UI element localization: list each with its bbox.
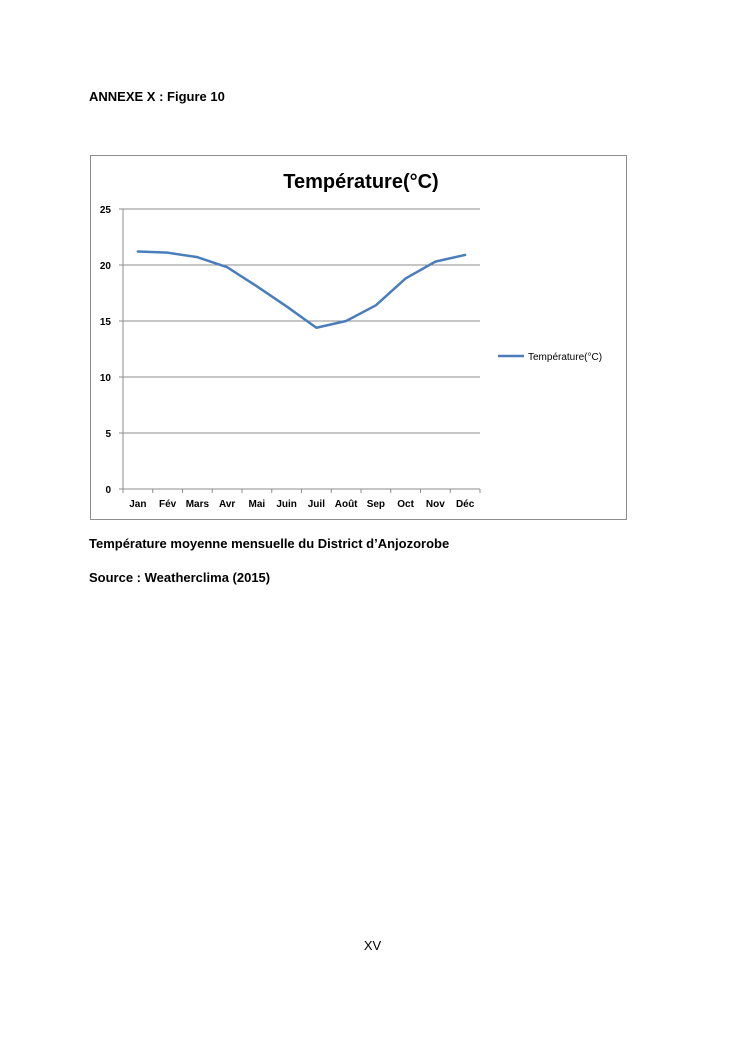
x-tick-label-Mars: Mars (185, 499, 210, 510)
series-line-temperature (138, 252, 465, 328)
y-tick-label: 15 (99, 317, 111, 328)
legend (498, 352, 602, 363)
x-tick-label-Oct: Oct (397, 499, 414, 510)
data-point-Jan (137, 251, 139, 253)
data-point-Avr (226, 266, 228, 268)
x-tick-label-Août: Août (334, 499, 358, 510)
x-tick-label-Déc: Déc (455, 499, 475, 510)
x-tick-label-Nov: Nov (425, 499, 445, 510)
data-point-Mars (196, 256, 198, 258)
x-tick-label-Juin: Juin (276, 499, 297, 510)
y-tick-label: 25 (99, 205, 111, 216)
data-point-Déc (464, 254, 466, 256)
figure-caption: Température moyenne mensuelle du District d’Anjozorobe (89, 536, 450, 551)
x-tick-label-Mai: Mai (248, 499, 266, 510)
y-tick-label: 10 (99, 373, 111, 384)
chart-title: Température(°C) (283, 171, 439, 193)
temperature-chart (90, 155, 627, 520)
annex-heading: ANNEXE X : Figure 10 (89, 89, 225, 104)
y-tick-label: 5 (105, 429, 111, 440)
data-point-Oct (405, 277, 407, 279)
axes (100, 205, 480, 510)
data-point-Juil (315, 327, 317, 329)
page-number: XV (363, 938, 382, 953)
data-point-Août (345, 320, 347, 322)
gridlines (123, 209, 480, 433)
x-tick-label-Sep: Sep (366, 499, 386, 510)
x-tick-label-Juil: Juil (307, 499, 325, 510)
x-tick-label-Avr: Avr (218, 499, 236, 510)
data-point-Nov (434, 261, 436, 263)
series-layer (137, 251, 466, 329)
x-tick-label-Jan: Jan (129, 499, 147, 510)
legend-label: Température(°C) (528, 352, 603, 363)
chart-canvas (91, 156, 626, 519)
figure-source: Source : Weatherclima (2015) (89, 570, 271, 585)
y-tick-label: 0 (105, 485, 111, 496)
x-tick-label-Fév: Fév (159, 499, 177, 510)
data-point-Fév (167, 252, 169, 254)
data-point-Juin (286, 305, 288, 307)
data-point-Mai (256, 285, 258, 287)
y-tick-label: 20 (99, 261, 111, 272)
data-point-Sep (375, 304, 377, 306)
